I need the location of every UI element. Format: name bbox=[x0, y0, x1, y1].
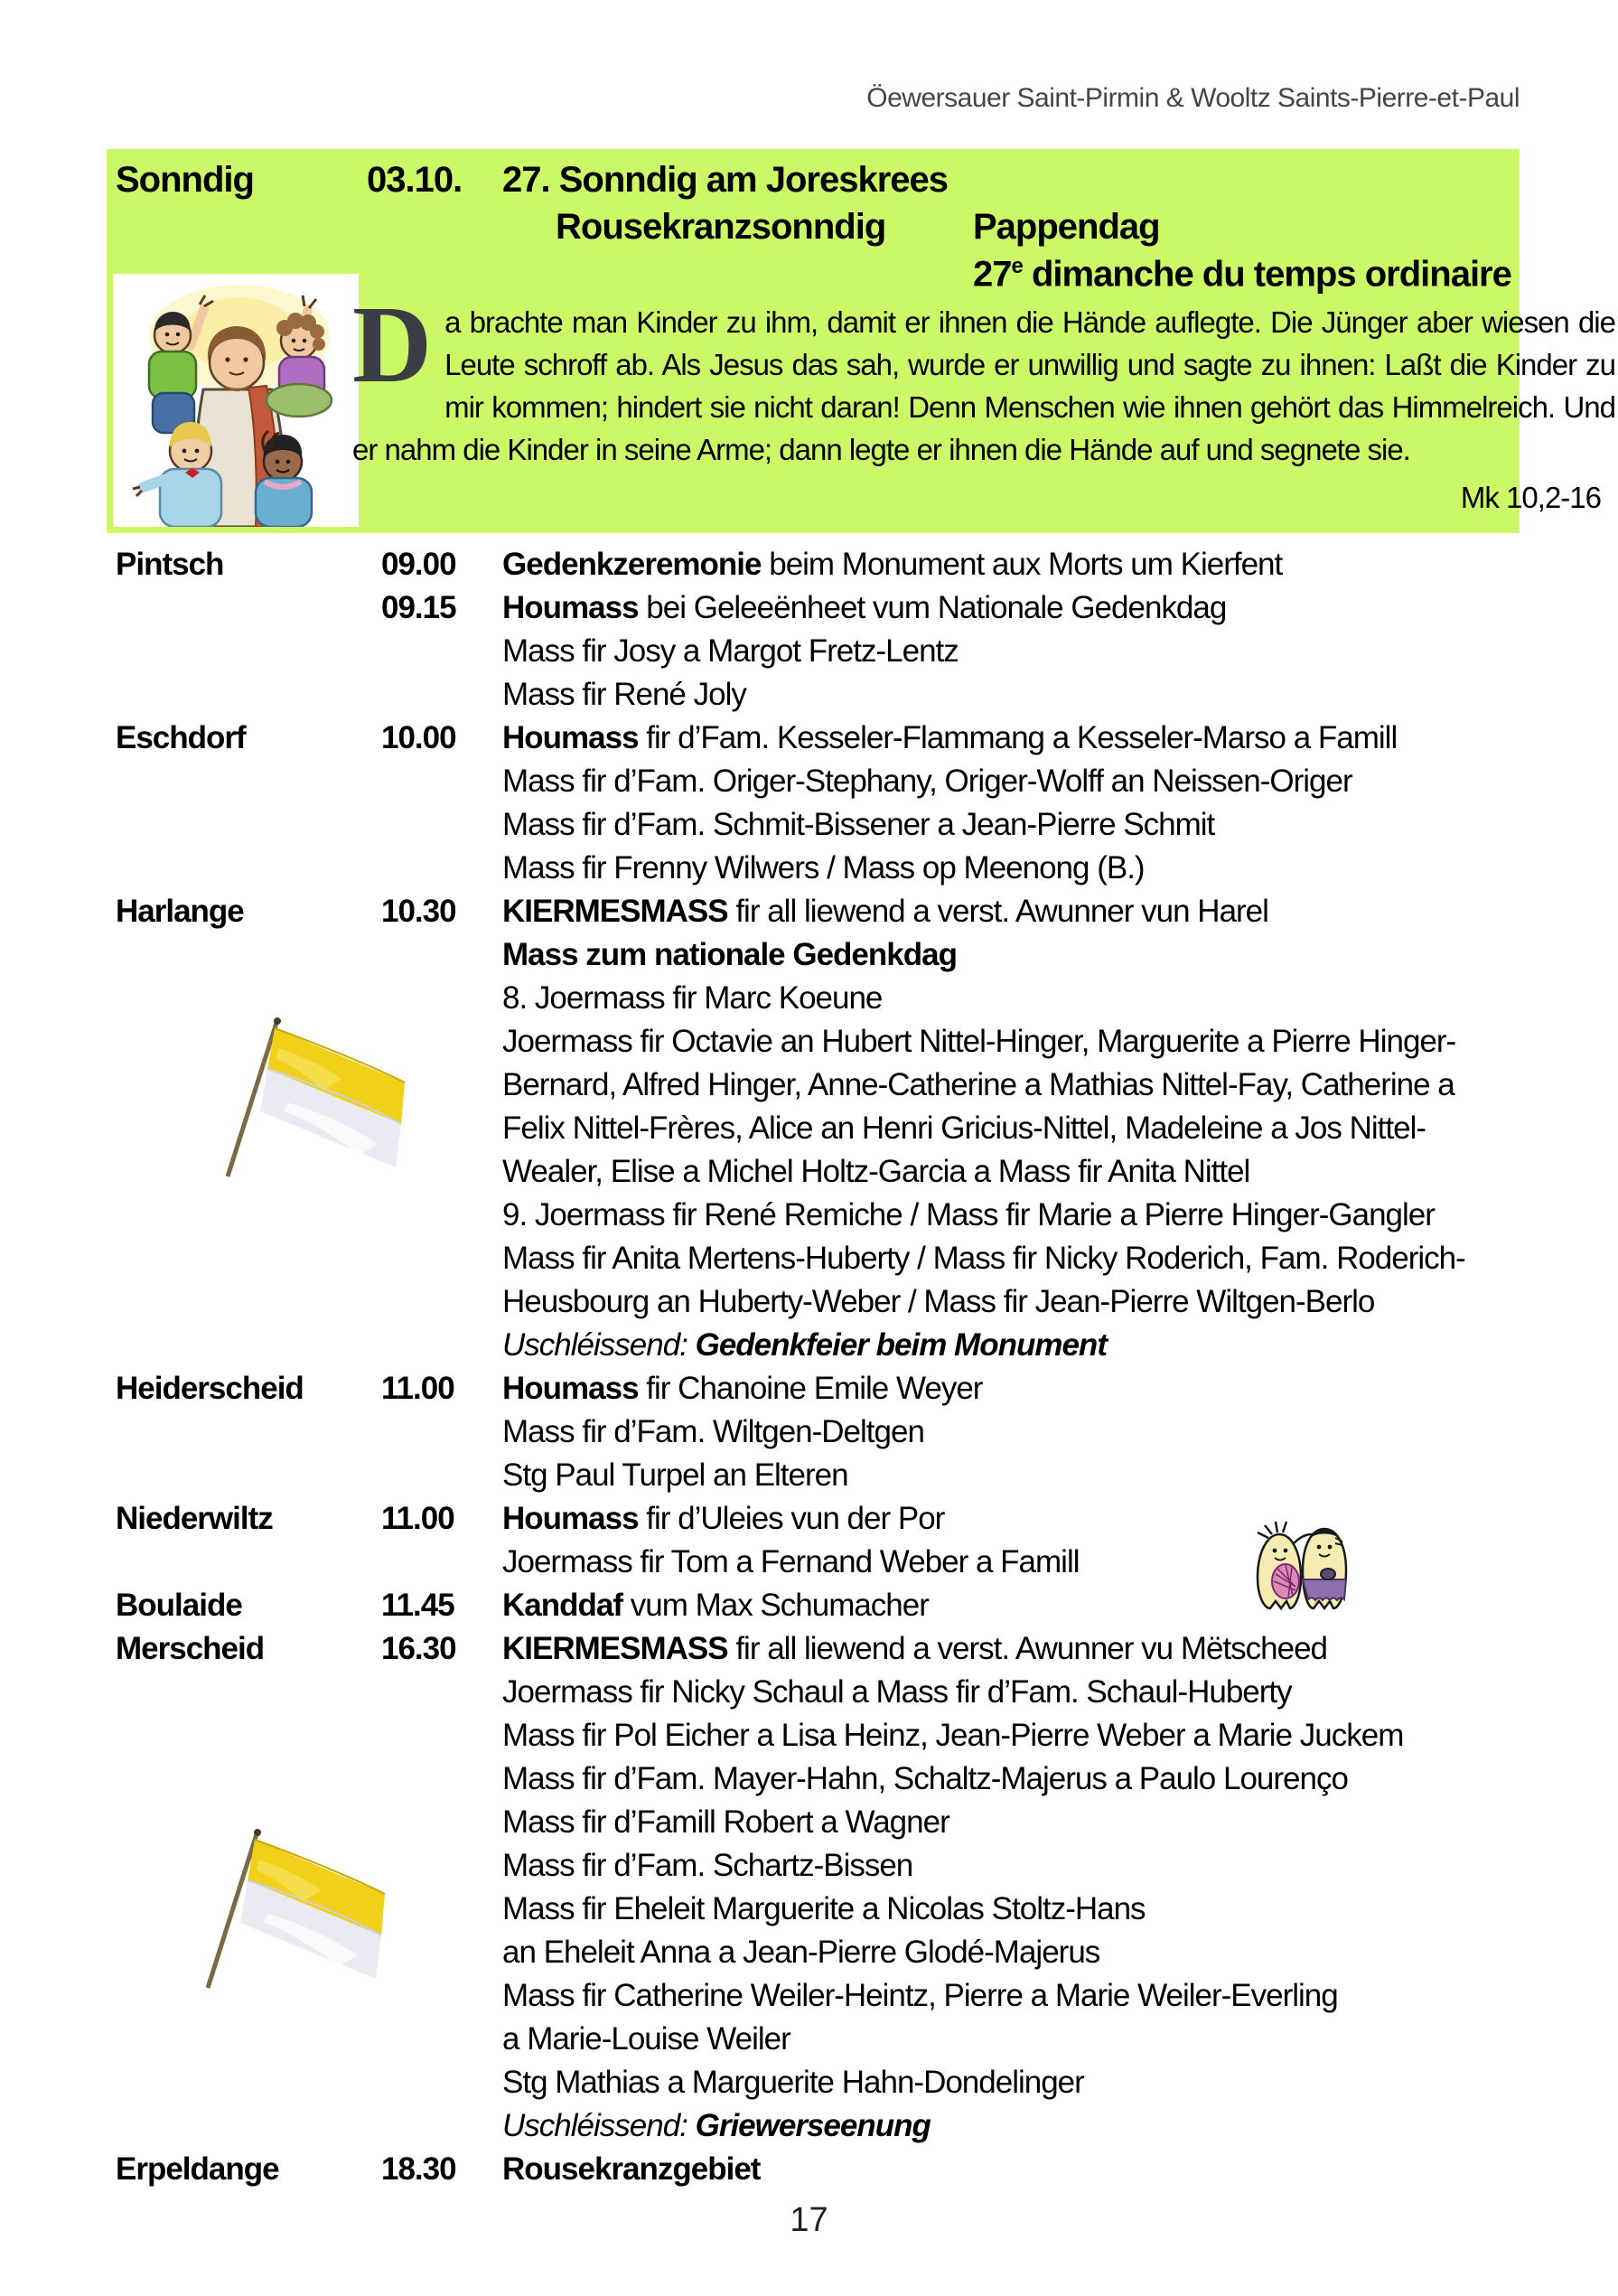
description-segment: Uschléissend: bbox=[502, 1327, 696, 1363]
description-segment: Stg Mathias a Marguerite Hahn-Dondelinger bbox=[502, 2065, 1084, 2100]
location-cell: Pintsch bbox=[116, 547, 224, 582]
time-cell: 11.45 bbox=[381, 1588, 454, 1623]
description-cell bbox=[502, 1848, 912, 1884]
description-cell bbox=[502, 2108, 931, 2144]
event-title: 27. Sonndig am Joreskrees bbox=[502, 160, 949, 200]
schedule-row bbox=[107, 1197, 1520, 1241]
description-segment: Griewerseenung bbox=[695, 2108, 931, 2143]
gospel-paragraph bbox=[352, 284, 1615, 522]
description-cell bbox=[502, 937, 957, 973]
description-cell bbox=[502, 1327, 1107, 1364]
description-cell bbox=[502, 2065, 1084, 2101]
description-segment: vum Max Schumacher bbox=[622, 1588, 929, 1623]
description-cell bbox=[502, 850, 1145, 886]
schedule-row bbox=[107, 1674, 1520, 1718]
description-cell bbox=[502, 633, 959, 670]
description-segment: Houmass bbox=[502, 1501, 639, 1536]
schedule-row bbox=[107, 850, 1520, 894]
description-cell bbox=[502, 1024, 1455, 1060]
description-segment: Mass fir Catherine Weiler-Heintz, Pierre a Marie Weiler-Everling bbox=[502, 1978, 1338, 2013]
description-cell bbox=[502, 2151, 760, 2188]
gospel-drop-cap: D bbox=[352, 284, 433, 406]
church-flag-image-2 bbox=[195, 1823, 403, 2000]
description-segment: fir Chanoine Emile Weyer bbox=[638, 1371, 983, 1406]
description-cell bbox=[502, 677, 746, 713]
description-cell bbox=[502, 2021, 790, 2057]
description-segment: Mass fir d’Fam. Origer-Stephany, Origer-Wolff an Neissen-Origer bbox=[502, 764, 1352, 799]
description-segment: Mass fir Eheleit Marguerite a Nicolas Stoltz-Hans bbox=[502, 1891, 1146, 1926]
time-cell: 09.15 bbox=[381, 590, 456, 625]
description-cell bbox=[502, 1588, 929, 1624]
schedule-row bbox=[107, 894, 1520, 937]
schedule-row bbox=[107, 807, 1520, 850]
description-cell bbox=[502, 807, 1214, 843]
description-cell bbox=[502, 1241, 1465, 1277]
description-segment: Joermass fir Tom a Fernand Weber a Famill bbox=[502, 1544, 1080, 1579]
description-segment: Mass fir Frenny Wilwers / Mass op Meenong (B.) bbox=[502, 850, 1145, 886]
description-segment: fir d’Fam. Kesseler-Flammang a Kesseler-Marso a Famill bbox=[638, 720, 1398, 755]
description-segment: Houmass bbox=[502, 590, 639, 625]
description-segment: Heusbourg an Huberty-Weber / Mass fir Jean-Pierre Wiltgen-Berlo bbox=[502, 1284, 1375, 1319]
description-segment: Houmass bbox=[502, 1371, 639, 1406]
schedule-row bbox=[107, 1241, 1520, 1284]
description-cell bbox=[502, 1718, 1403, 1754]
description-segment: Joermass fir Octavie an Hubert Nittel-Hinger, Marguerite a Pierre Hinger- bbox=[502, 1024, 1456, 1059]
description-segment: an Eheleit Anna a Jean-Pierre Glodé-Majerus bbox=[502, 1935, 1100, 1970]
schedule-row bbox=[107, 1327, 1520, 1371]
page-number: 17 bbox=[790, 2201, 828, 2239]
french-subtitle-number: 27 bbox=[973, 254, 1012, 295]
description-segment: Felix Nittel-Frères, Alice an Henri Gricius-Nittel, Madeleine a Jos Nittel- bbox=[502, 1111, 1426, 1146]
description-segment: Wealer, Elise a Michel Holtz-Garcia a Mass fir Anita Nittel bbox=[502, 1154, 1250, 1189]
schedule-row bbox=[107, 2151, 1520, 2195]
gospel-text: a brachte man Kinder zu ihm, damit er ihnen die Hände auflegte. Die Jünger aber wiesen die Leute schroff ab. Als Jesus das sah, wurde er unwillig und sagte zu ihnen: Laßt die Kinder zu mir kommen; hindert sie nicht daran! Denn Menschen wie ihnen gehört das Himmelreich. Und er nahm die Kinder in seine Arme; dann legte er ihnen die Hände auf und segnete sie. bbox=[352, 305, 1615, 466]
schedule-row bbox=[107, 1371, 1520, 1414]
description-cell bbox=[502, 894, 1268, 930]
schedule-row bbox=[107, 1457, 1520, 1501]
children-figures-image bbox=[1245, 1514, 1355, 1621]
location-cell: Harlange bbox=[116, 894, 244, 929]
description-cell bbox=[502, 764, 1352, 800]
description-segment: fir all liewend a verst. Awunner vu Mëtscheed bbox=[727, 1631, 1328, 1666]
description-cell bbox=[502, 980, 882, 1017]
description-segment: Mass fir Pol Eicher a Lisa Heinz, Jean-Pierre Weber a Marie Juckem bbox=[502, 1718, 1404, 1753]
description-segment: KIERMESMASS bbox=[502, 894, 728, 929]
jesus-with-children-image bbox=[113, 274, 359, 527]
schedule-row bbox=[107, 1631, 1520, 1674]
description-segment: beim Monument aux Morts um Kierfent bbox=[761, 547, 1283, 582]
description-cell bbox=[502, 1935, 1099, 1971]
time-cell: 11.00 bbox=[381, 1501, 454, 1536]
description-segment: Mass fir d’Fam. Schmit-Bissener a Jean-Pierre Schmit bbox=[502, 807, 1215, 842]
location-cell: Boulaide bbox=[116, 1588, 242, 1623]
description-cell bbox=[502, 1978, 1338, 2014]
location-cell: Niederwiltz bbox=[116, 1501, 273, 1536]
schedule-row bbox=[107, 764, 1520, 807]
description-segment: Mass fir d’Famill Robert a Wagner bbox=[502, 1804, 949, 1840]
description-segment: 8. Joermass fir Marc Koeune bbox=[502, 980, 883, 1016]
description-segment: 9. Joermass fir René Remiche / Mass fir Marie a Pierre Hinger-Gangler bbox=[502, 1197, 1435, 1232]
schedule-row bbox=[107, 633, 1520, 677]
location-cell: Merscheid bbox=[116, 1631, 265, 1666]
description-cell bbox=[502, 720, 1397, 756]
event-subtitle-pappendag: Pappendag bbox=[973, 207, 1160, 247]
location-cell: Heiderscheid bbox=[116, 1371, 304, 1406]
description-cell bbox=[502, 547, 1282, 583]
description-cell bbox=[502, 1457, 848, 1494]
description-segment: Uschléissend: bbox=[502, 2108, 696, 2143]
description-segment: Mass fir Anita Mertens-Huberty / Mass fir Nicky Roderich, Fam. Roderich- bbox=[502, 1241, 1465, 1276]
event-subtitle-rousekranz: Rousekranzsonndig bbox=[556, 207, 886, 247]
description-cell bbox=[502, 1631, 1327, 1667]
description-segment: Gedenkzeremonie bbox=[502, 547, 762, 582]
description-cell bbox=[502, 1674, 1292, 1710]
schedule-row bbox=[107, 2021, 1520, 2065]
description-segment: Mass fir Josy a Margot Fretz-Lentz bbox=[502, 633, 959, 669]
schedule-row bbox=[107, 1718, 1520, 1761]
description-cell bbox=[502, 1067, 1454, 1103]
event-date: 03.10. bbox=[367, 160, 463, 200]
time-cell: 18.30 bbox=[381, 2151, 456, 2187]
time-cell: 09.00 bbox=[381, 547, 456, 582]
description-cell bbox=[502, 1414, 924, 1450]
church-flag-image-1 bbox=[215, 1012, 423, 1188]
description-segment: Mass zum nationale Gedenkdag bbox=[502, 937, 957, 972]
description-cell bbox=[502, 1111, 1426, 1147]
location-cell: Erpeldange bbox=[116, 2151, 279, 2187]
description-segment: Houmass bbox=[502, 720, 639, 755]
event-subtitle-french bbox=[973, 254, 1511, 295]
schedule-row bbox=[107, 720, 1520, 764]
header-title: Öewersauer Saint-Pirmin & Wooltz Saints-Pierre-et-Paul bbox=[866, 83, 1520, 113]
schedule-row bbox=[107, 1414, 1520, 1457]
location-cell: Eschdorf bbox=[116, 720, 246, 755]
description-segment: Joermass fir Nicky Schaul a Mass fir d’Fam. Schaul-Huberty bbox=[502, 1674, 1292, 1710]
description-segment: Gedenkfeier beim Monument bbox=[695, 1327, 1107, 1363]
description-segment: Bernard, Alfred Hinger, Anne-Catherine a Mathias Nittel-Fay, Catherine a bbox=[502, 1067, 1454, 1102]
description-cell bbox=[502, 1544, 1080, 1580]
time-cell: 10.00 bbox=[381, 720, 456, 755]
description-segment: Mass fir d’Fam. Mayer-Hahn, Schaltz-Majerus a Paulo Lourenço bbox=[502, 1761, 1348, 1796]
description-segment: Kanddaf bbox=[502, 1588, 622, 1623]
description-segment: KIERMESMASS bbox=[502, 1631, 728, 1666]
description-cell bbox=[502, 1804, 949, 1841]
schedule-row bbox=[107, 937, 1520, 980]
description-segment: Mass fir d’Fam. Schartz-Bissen bbox=[502, 1848, 913, 1883]
schedule-row bbox=[107, 1284, 1520, 1327]
description-cell bbox=[502, 590, 1226, 626]
description-segment: fir d’Uleies vun der Por bbox=[638, 1501, 945, 1536]
schedule-row bbox=[107, 2065, 1520, 2108]
time-cell: 10.30 bbox=[381, 894, 456, 929]
description-cell bbox=[502, 1284, 1374, 1320]
description-segment: Stg Paul Turpel an Elteren bbox=[502, 1457, 848, 1493]
description-segment: bei Geleeënheet vum Nationale Gedenkdag bbox=[638, 590, 1227, 625]
description-segment: a Marie-Louise Weiler bbox=[502, 2021, 790, 2057]
description-cell bbox=[502, 1197, 1435, 1233]
schedule-row bbox=[107, 1761, 1520, 1804]
description-cell bbox=[502, 1891, 1146, 1927]
description-cell bbox=[502, 1761, 1348, 1797]
schedule-row bbox=[107, 677, 1520, 720]
description-cell bbox=[502, 1154, 1249, 1190]
french-subtitle-text: dimanche du temps ordinaire bbox=[1022, 254, 1511, 295]
description-segment: Mass fir d’Fam. Wiltgen-Deltgen bbox=[502, 1414, 924, 1449]
description-segment: Rousekranzgebiet bbox=[502, 2151, 761, 2187]
description-segment: Mass fir René Joly bbox=[502, 677, 746, 712]
french-subtitle-ordinal: e bbox=[1011, 254, 1023, 278]
schedule-row bbox=[107, 590, 1520, 633]
time-cell: 11.00 bbox=[381, 1371, 454, 1406]
event-banner bbox=[107, 149, 1615, 533]
gospel-reference: Mk 10,2-16 bbox=[1460, 481, 1601, 514]
time-cell: 16.30 bbox=[381, 1631, 456, 1666]
schedule-row bbox=[107, 2108, 1520, 2151]
schedule-row bbox=[107, 547, 1520, 590]
description-cell bbox=[502, 1501, 944, 1537]
day-label: Sonndig bbox=[116, 160, 254, 200]
description-cell bbox=[502, 1371, 982, 1407]
description-segment: fir all liewend a verst. Awunner vun Harel bbox=[727, 894, 1268, 929]
